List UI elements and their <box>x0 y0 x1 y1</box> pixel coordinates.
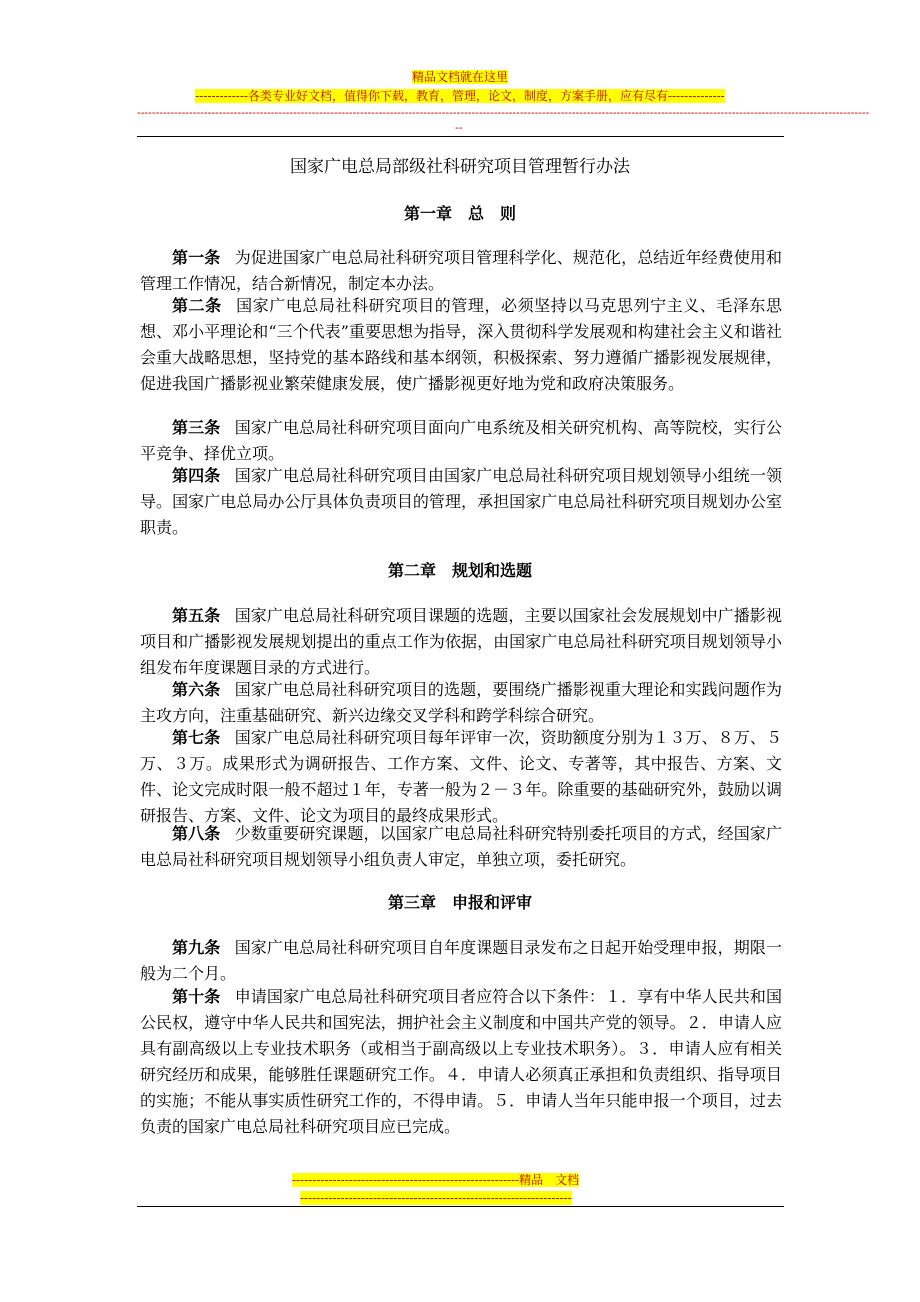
article-label: 第四条 <box>172 466 221 485</box>
article-text: 国家广电总局社科研究项目课题的选题，主要以国家社会发展规划中广播影视项目和广播影视发展规划提出的重点工作为依据，由国家广电总局社科研究项目规划领导小组发布年度课题目录的方式进行。 <box>140 606 782 677</box>
article-label: 第十条 <box>172 987 221 1006</box>
article-label: 第七条 <box>172 728 221 747</box>
article-text: 国家广电总局社科研究项目由国家广电总局社科研究项目规划领导小组统一领导。国家广电总局办公厅具体负责项目的管理，承担国家广电总局社科研究项目规划办公室职责。 <box>140 466 782 537</box>
header-dash-rule: ----------------------------------------------------------------------------------------------------------------------------------------------------------------------------------------------------- <box>137 106 870 119</box>
article-paragraph <box>140 463 782 541</box>
article-text: 为促进国家广电总局社科研究项目管理科学化、规范化，总结近年经费使用和管理工作情况，结合新情况，制定本办法。 <box>140 248 782 293</box>
article-text: 国家广电总局社科研究项目的管理，必须坚持以马克思列宁主义、毛泽东思想、邓小平理论和“三个代表”重要思想为指导，深入贯彻科学发展观和构建社会主义和谐社会重大战略思想，坚持党的基本路线和基本纲领，积极探索、努力遵循广播影视发展规律，促进我国广播影视业繁荣健康发展，使广播影视更好地为党和政府决策服务。 <box>140 296 782 393</box>
header-banner-title <box>0 66 920 85</box>
article-paragraph <box>140 603 782 681</box>
article-text: 国家广电总局社科研究项目的选题，要围绕广播影视重大理论和实践问题作为主攻方向，注重基础研究、新兴边缘交叉学科和跨学科综合研究。 <box>140 680 782 725</box>
chapter-heading: 第三章 申报和评审 <box>387 893 532 912</box>
article-label: 第六条 <box>172 680 221 699</box>
article-label: 第一条 <box>172 248 221 267</box>
article-paragraph <box>140 245 782 297</box>
article-paragraph <box>140 935 782 987</box>
article-paragraph <box>140 677 782 729</box>
article-label: 第三条 <box>172 418 221 437</box>
banner-line-1: 精品文档就在这里 <box>411 70 508 84</box>
article-text: 国家广电总局社科研究项目每年评审一次，资助额度分别为１３万、８万、５万、３万。成果形式为调研报告、工作方案、文件、论文、专著等，其中报告、方案、文件、论文完成时限一般不超过１年，专著一般为２－３年。除重要的基础研究外，鼓励以调研报告、方案、文件、论文为项目的最终成果形式。 <box>140 728 782 825</box>
article-text: 国家广电总局社科研究项目自年度课题目录发布之日起开始受理申报，期限一般为二个月。 <box>140 938 782 983</box>
article-paragraph <box>140 725 782 829</box>
article-paragraph <box>140 415 782 467</box>
footer-line-2: ------------------------------------------------------------------- <box>300 1191 572 1205</box>
article-text: 少数重要研究课题，以国家广电总局社科研究特别委托项目的方式，经国家广电总局社科研究项目规划领导小组负责人审定，单独立项，委托研究。 <box>140 824 782 869</box>
header-banner-subtitle <box>0 85 920 104</box>
chapter-heading: 第一章 总 则 <box>403 204 516 223</box>
document-title: 国家广电总局部级社科研究项目管理暂行办法 <box>290 157 630 177</box>
chapter-heading: 第二章 规划和选题 <box>387 561 532 580</box>
footer-line-1: --------------------------------------------------------精品 文档 <box>292 1173 580 1187</box>
footer-banner-line-1 <box>292 1169 629 1188</box>
header-dash-tail: -- <box>455 121 463 134</box>
article-paragraph <box>140 293 782 397</box>
banner-line-2: -------------各类专业好文档，值得你下载，教育，管理，论文，制度，方案手册，应有尽有-------------- <box>195 89 725 103</box>
article-paragraph <box>140 821 782 873</box>
article-text: 国家广电总局社科研究项目面向广电系统及相关研究机构、高等院校，实行公平竞争、择优立项。 <box>140 418 782 463</box>
article-label: 第九条 <box>172 938 221 957</box>
article-label: 第二条 <box>172 296 222 315</box>
article-label: 第八条 <box>172 824 221 843</box>
footer-banner-line-2 <box>300 1187 620 1206</box>
article-text: 申请国家广电总局社科研究项目者应符合以下条件：１．享有中华人民共和国公民权，遵守中华人民共和国宪法，拥护社会主义制度和中国共产党的领导。２．申请人应具有副高级以上专业技术职务（或相当于副高级以上专业技术职务）。３．申请人应有相关研究经历和成果，能够胜任课题研究工作。４．申请人必须真正承担和负责组织、指导项目的实施；不能从事实质性研究工作的，不得申请。５．申请人当年只能申报一个项目，过去负责的国家广电总局社科研究项目应已完成。 <box>140 987 782 1136</box>
footer-rule <box>137 1206 784 1207</box>
article-paragraph <box>140 984 782 1140</box>
header-rule <box>137 136 784 137</box>
article-label: 第五条 <box>172 606 221 625</box>
